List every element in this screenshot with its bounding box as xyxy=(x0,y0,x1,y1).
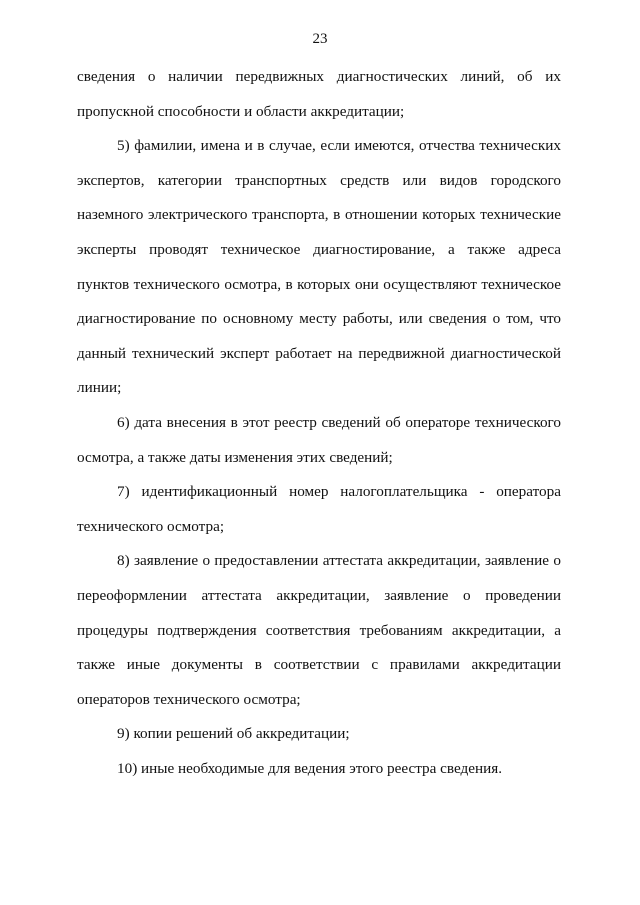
paragraph-item-6: 6) дата внесения в этот реестр сведений об операторе технического осмотра, а также даты изменения этих сведений; xyxy=(77,413,561,466)
paragraph-continuation: сведения о наличии передвижных диагностических линий, об их пропускной способности и области аккредитации; xyxy=(77,68,561,120)
paragraph-item-10: 10) иные необходимые для ведения этого реестра сведения. xyxy=(117,759,503,777)
page-number: 23 xyxy=(312,31,328,47)
paragraph-item-5: 5) фамилии, имена и в случае, если имеются, отчества технических экспертов, категории транспортных средств или видов городского наземного электрического транспорта, в отношении которых технические эксперты проводят техническое диагностирование, а также адреса пунктов технического осмотра, в которых они осуществляют техническое диагностирование по основному месту работы, или сведения о том, что данный технический эксперт работает на передвижной диагностической линии; xyxy=(77,137,561,397)
paragraph-item-8: 8) заявление о предоставлении аттестата аккредитации, заявление о переоформлении аттестата аккредитации, заявление о проведении процедуры подтверждения соответствия требованиям аккредитации, а также иные документы в соответствии с правилами аккредитации операторов технического осмотра; xyxy=(77,552,561,708)
document-body xyxy=(77,60,561,786)
paragraph-item-9: 9) копии решений об аккредитации; xyxy=(117,725,350,743)
paragraph-item-7: 7) идентификационный номер налогоплательщика - оператора технического осмотра; xyxy=(77,483,561,535)
